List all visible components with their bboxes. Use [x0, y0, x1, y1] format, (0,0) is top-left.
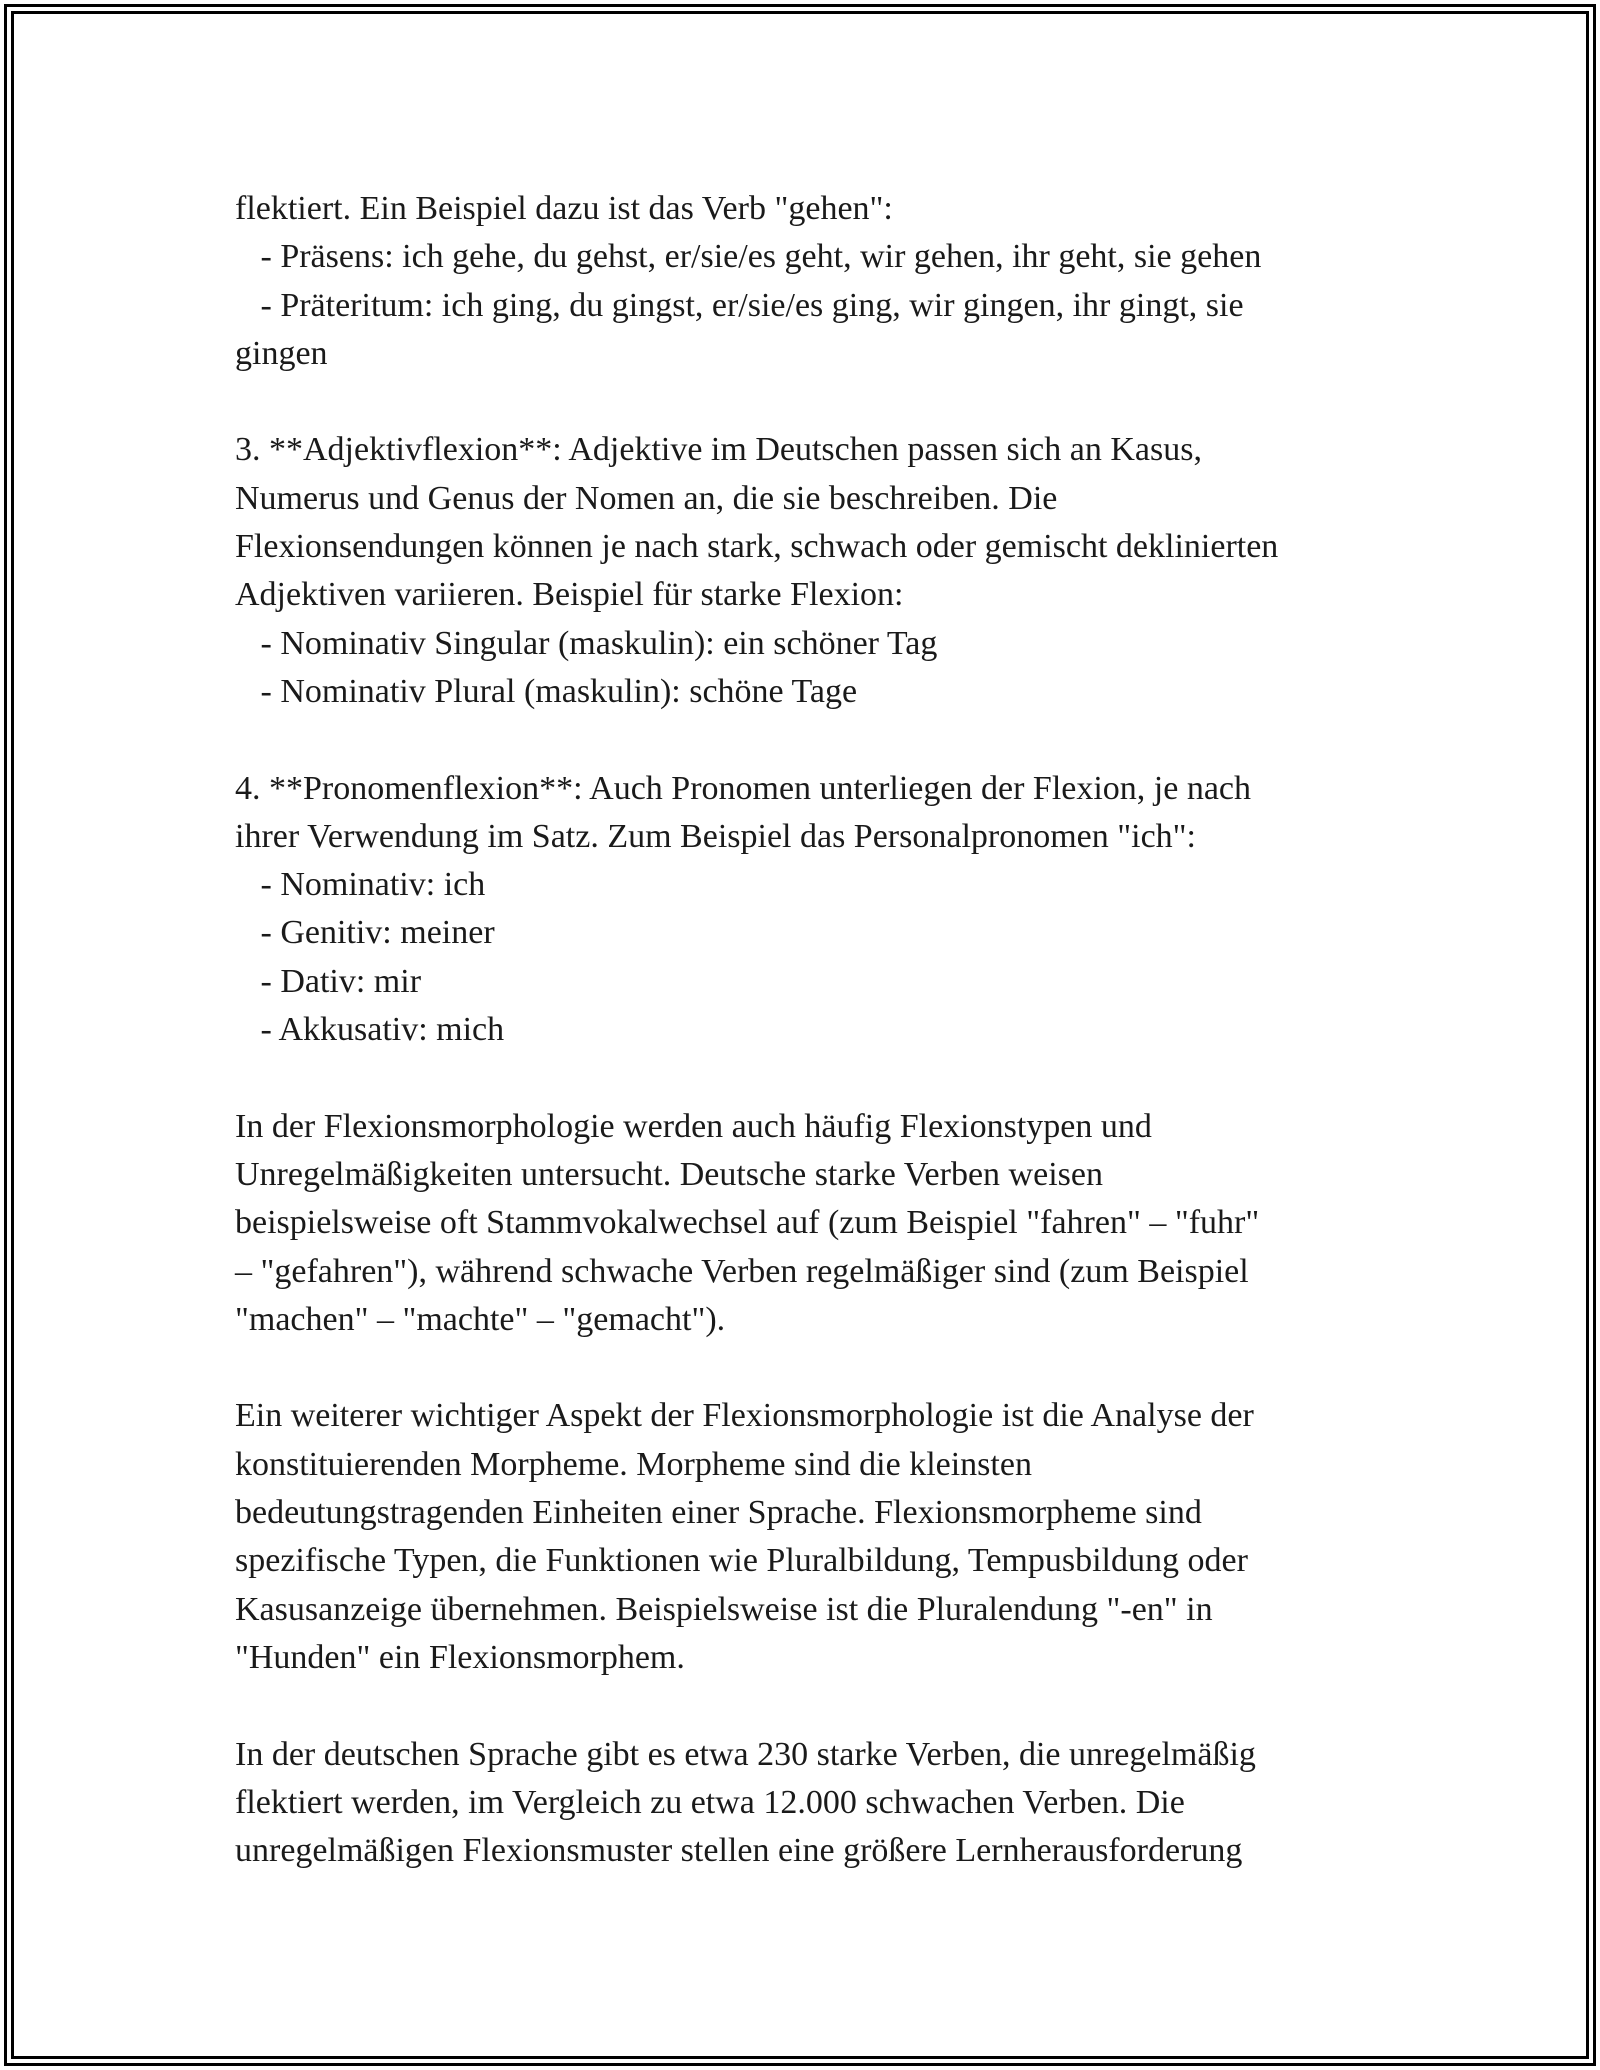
text-line: flektiert. Ein Beispiel dazu ist das Verb "gehen":	[235, 190, 893, 227]
text-line: - Nominativ Plural (maskulin): schöne Tage	[235, 672, 858, 710]
text-line: - Genitiv: meiner	[235, 914, 495, 952]
text-line: gingen	[235, 334, 328, 372]
text-line: "Hunden" ein Flexionsmorphem.	[235, 1638, 685, 1676]
text-line: ihrer Verwendung im Satz. Zum Beispiel das Personalpronomen "ich":	[235, 817, 1196, 855]
text-line: Adjektiven variieren. Beispiel für starke Flexion:	[235, 576, 904, 614]
text-line: flektiert werden, im Vergleich zu etwa 12.000 schwachen Verben. Die	[235, 1783, 1185, 1821]
blank-line	[235, 716, 1395, 764]
blank-line	[235, 1682, 1395, 1730]
text-line: konstituierenden Morpheme. Morpheme sind die kleinsten	[235, 1445, 1032, 1483]
text-line: Unregelmäßigkeiten untersucht. Deutsche starke Verben weisen	[235, 1155, 1103, 1193]
text-line: Flexionsendungen können je nach stark, schwach oder gemischt deklinierten	[235, 528, 1279, 566]
blank-line	[235, 378, 1395, 426]
text-line: In der deutschen Sprache gibt es etwa 230 starke Verben, die unregelmäßig	[235, 1735, 1256, 1773]
text-line: Kasusanzeige übernehmen. Beispielsweise ist die Pluralendung "-en" in	[235, 1590, 1213, 1628]
text-line: 3. **Adjektivflexion**: Adjektive im Deutschen passen sich an Kasus,	[235, 431, 1202, 469]
text-line: Numerus und Genus der Nomen an, die sie beschreiben. Die	[235, 479, 1058, 517]
text-line: - Dativ: mir	[235, 962, 422, 1000]
text-line: - Präteritum: ich ging, du gingst, er/sie/es ging, wir gingen, ihr gingt, sie	[235, 286, 1244, 324]
blank-line	[235, 1344, 1395, 1392]
text-line: – "gefahren"), während schwache Verben regelmäßiger sind (zum Beispiel	[235, 1252, 1249, 1290]
text-line: 4. **Pronomenflexion**: Auch Pronomen unterliegen der Flexion, je nach	[235, 769, 1252, 807]
text-line: In der Flexionsmorphologie werden auch häufig Flexionstypen und	[235, 1107, 1152, 1145]
text-line: - Nominativ: ich	[235, 866, 486, 904]
text-line: - Akkusativ: mich	[235, 1011, 505, 1049]
document-body	[235, 185, 1395, 1875]
text-line: - Präsens: ich gehe, du gehst, er/sie/es geht, wir gehen, ihr geht, sie gehen	[235, 238, 1262, 276]
text-line: unregelmäßigen Flexionsmuster stellen eine größere Lernherausforderung	[235, 1832, 1243, 1870]
blank-line	[235, 1054, 1395, 1102]
text-line: "machen" – "machte" – "gemacht").	[235, 1300, 726, 1338]
text-line: bedeutungstragenden Einheiten einer Sprache. Flexionsmorpheme sind	[235, 1494, 1202, 1532]
text-line: - Nominativ Singular (maskulin): ein schöner Tag	[235, 624, 938, 662]
text-line: beispielsweise oft Stammvokalwechsel auf (zum Beispiel "fahren" – "fuhr"	[235, 1204, 1260, 1242]
text-line: Ein weiterer wichtiger Aspekt der Flexionsmorphologie ist die Analyse der	[235, 1397, 1254, 1435]
text-line: spezifische Typen, die Funktionen wie Pluralbildung, Tempusbildung oder	[235, 1542, 1248, 1580]
